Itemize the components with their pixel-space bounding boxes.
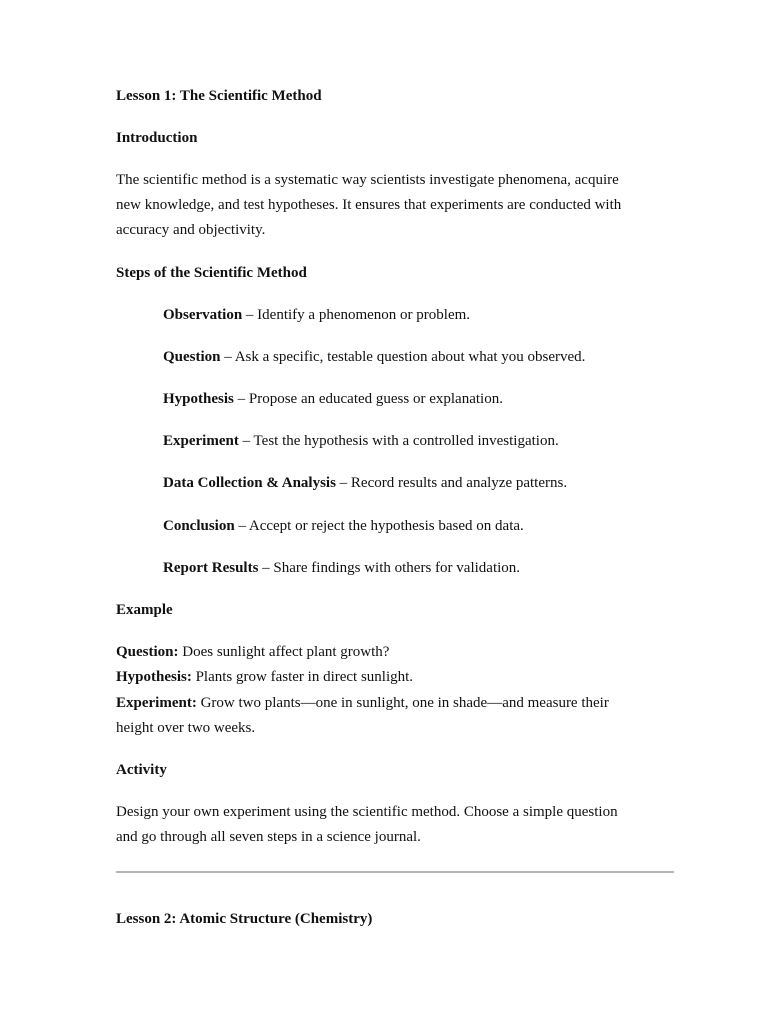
step-item-hypothesis: Hypothesis – Propose an educated guess or explanation.	[163, 391, 503, 407]
introduction-heading: Introduction	[116, 130, 198, 146]
example-experiment: Experiment: Grow two plants—one in sunlight, one in shade—and measure their	[116, 695, 609, 711]
intro-paragraph-line: accuracy and objectivity.	[116, 222, 266, 238]
activity-paragraph-line: Design your own experiment using the scientific method. Choose a simple question	[116, 804, 618, 820]
step-item-report-results: Report Results – Share findings with others for validation.	[163, 560, 521, 576]
step-item-experiment: Experiment – Test the hypothesis with a controlled investigation.	[163, 433, 559, 449]
intro-paragraph-line: The scientific method is a systematic way scientists investigate phenomena, acquire	[116, 172, 619, 188]
lesson-1-title: Lesson 1: The Scientific Method	[116, 88, 322, 104]
step-item-observation: Observation – Identify a phenomenon or problem.	[163, 307, 471, 323]
example-question: Question: Does sunlight affect plant growth?	[116, 644, 390, 660]
step-item-question: Question – Ask a specific, testable question about what you observed.	[163, 349, 586, 365]
activity-paragraph-line: and go through all seven steps in a science journal.	[116, 829, 421, 845]
example-experiment-continuation: height over two weeks.	[116, 720, 256, 736]
example-heading: Example	[116, 602, 173, 618]
activity-heading: Activity	[116, 762, 167, 778]
lesson-2-title: Lesson 2: Atomic Structure (Chemistry)	[116, 911, 373, 927]
example-hypothesis: Hypothesis: Plants grow faster in direct sunlight.	[116, 669, 414, 685]
step-item-conclusion: Conclusion – Accept or reject the hypothesis based on data.	[163, 518, 524, 534]
intro-paragraph-line: new knowledge, and test hypotheses. It ensures that experiments are conducted with	[116, 197, 622, 213]
steps-heading: Steps of the Scientific Method	[116, 265, 307, 281]
step-item-data-collection: Data Collection & Analysis – Record results and analyze patterns.	[163, 475, 568, 491]
section-divider	[116, 871, 674, 873]
